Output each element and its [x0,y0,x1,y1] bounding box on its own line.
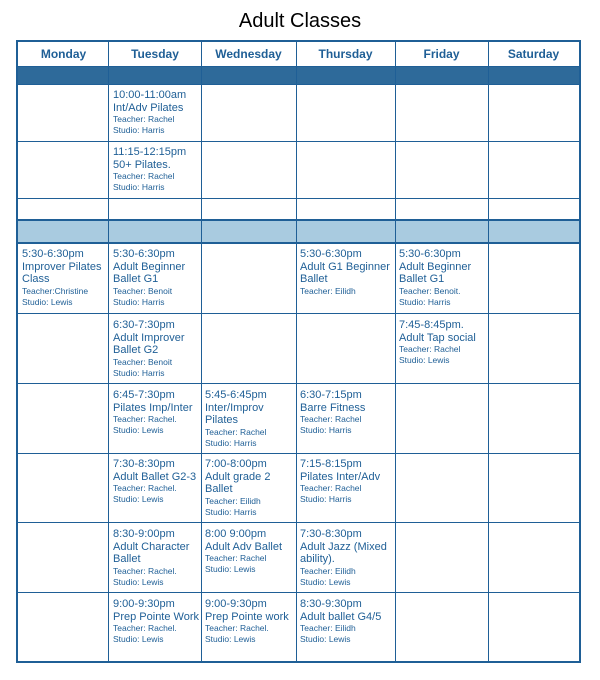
class-time: 7:30-8:30pm [300,528,362,540]
class-time: 10:00-11:00am [113,89,187,101]
class-teacher: Teacher: Rachel [300,414,362,424]
class-teacher: Teacher: Rachel. [113,483,177,493]
header-monday: Monday [40,47,87,61]
class-name: Adult ballet G4/5 [300,610,382,623]
column-divider [395,42,396,661]
section-band-evening [18,221,579,242]
class-studio: Studio: Lewis [205,634,256,644]
class-entry [113,389,199,436]
class-studio: Studio: Harris [205,437,257,448]
row-divider [18,84,579,85]
class-studio: Studio: Lewis [22,296,73,307]
class-entry [113,248,199,308]
class-studio: Studio: Harris [300,425,352,435]
class-studio: Studio: Harris [205,506,257,517]
class-entry [22,248,108,308]
class-name: Adult Adv Ballet [205,540,283,553]
header-saturday: Saturday [507,47,560,61]
header-tuesday: Tuesday [131,47,179,61]
class-time: 11:15-12:15pm [113,146,187,158]
class-entry [113,146,199,193]
class-time: 7:30-8:30pm [113,458,175,470]
class-time: 7:00-8:00pm [205,458,267,470]
class-entry [205,389,295,449]
schedule-table [16,40,581,663]
class-name: Int/Adv Pilates [113,101,184,114]
class-studio: Studio: Lewis [113,634,164,644]
class-studio: Studio: Lewis [300,576,351,587]
class-time: 5:45-6:45pm [205,389,267,401]
class-name: Inter/Improv Pilates [205,401,264,426]
class-time: 5:30-6:30pm [22,248,84,260]
class-teacher: Teacher: Rachel [205,426,267,437]
class-entry [113,458,199,505]
class-entry [399,319,487,366]
class-teacher: Teacher:Christine [22,285,89,296]
class-studio: Studio: Harris [300,494,352,504]
class-teacher: Teacher: Rachel [113,114,175,124]
class-name: Improver Pilates Class [22,260,102,285]
column-divider [296,42,297,661]
class-entry [300,598,394,645]
class-name: Adult G1 Beginner Ballet [300,260,390,285]
column-divider [488,42,489,661]
class-entry [113,528,199,588]
class-entry [300,389,394,436]
class-teacher: Teacher: Eilidh [300,623,356,633]
class-teacher: Teacher: Benoit. [399,285,461,296]
row-divider [18,522,579,523]
class-entry [205,528,295,575]
class-entry [399,248,487,308]
class-entry [205,458,295,518]
class-name: Pilates Inter/Adv [300,470,381,483]
class-name: Prep Pointe work [205,610,289,623]
section-band-morning [18,67,579,84]
class-time: 9:00-9:30pm [113,598,175,610]
class-teacher: Teacher: Eilidh [300,565,356,576]
class-time: 6:30-7:30pm [113,319,175,331]
class-name: Barre Fitness [300,401,366,414]
class-teacher: Teacher: Benoit [113,356,173,367]
row-divider [18,592,579,593]
class-name: Adult Character Ballet [113,540,190,565]
class-name: Adult Tap social [399,331,476,344]
class-entry [300,458,394,505]
row-divider [18,383,579,384]
class-time: 7:15-8:15pm [300,458,362,470]
class-entry [205,598,295,645]
class-teacher: Teacher: Rachel [205,553,267,563]
class-time: 6:45-7:30pm [113,389,175,401]
class-teacher: Teacher: Rachel. [113,565,177,576]
class-time: 8:30-9:30pm [300,598,362,610]
row-divider [18,198,579,199]
class-teacher: Teacher: Rachel. [205,623,269,633]
class-teacher: Teacher: Rachel [300,483,362,493]
class-time: 8:00 9:00pm [205,528,267,540]
class-studio: Studio: Harris [113,125,165,135]
class-studio: Studio: Lewis [113,576,164,587]
class-studio: Studio: Harris [113,296,165,307]
class-teacher: Teacher: Eilidh [300,285,356,296]
class-name: Adult grade 2 Ballet [205,470,271,495]
class-name: Pilates Imp/Inter [113,401,193,414]
class-studio: Studio: Harris [399,296,451,307]
section-divider [18,242,579,244]
row-divider [18,66,579,67]
class-teacher: Teacher: Rachel. [113,623,177,633]
class-teacher: Teacher: Eilidh [205,495,261,506]
class-time: 9:00-9:30pm [205,598,267,610]
class-time: 5:30-6:30pm [399,248,461,260]
class-studio: Studio: Harris [113,182,165,192]
class-studio: Studio: Lewis [113,425,164,435]
class-entry [113,598,199,645]
class-time: 5:30-6:30pm [300,248,362,260]
row-divider [18,453,579,454]
class-studio: Studio: Lewis [113,494,164,504]
class-teacher: Teacher: Rachel [399,344,461,354]
class-name: Adult Beginner Ballet G1 [113,260,186,285]
class-time: 6:30-7:15pm [300,389,362,401]
column-divider [108,42,109,661]
header-friday: Friday [423,47,460,61]
row-divider [18,141,579,142]
class-studio: Studio: Harris [113,367,165,378]
class-name: Adult Ballet G2-3 [113,470,197,483]
class-name: 50+ Pilates. [113,158,171,171]
class-time: 7:45-8:45pm. [399,319,464,331]
class-entry [300,528,394,588]
page-title: Adult Classes [238,10,362,32]
class-name: Adult Jazz (Mixed ability). [300,540,387,565]
class-studio: Studio: Lewis [205,564,256,574]
class-name: Adult Improver Ballet G2 [113,331,185,356]
header-thursday: Thursday [318,47,373,61]
class-teacher: Teacher: Benoit [113,285,173,296]
header-wednesday: Wednesday [215,47,282,61]
row-divider [18,313,579,314]
class-entry [113,319,199,379]
class-teacher: Teacher: Rachel. [113,414,177,424]
column-divider [201,42,202,661]
class-teacher: Teacher: Rachel [113,171,175,181]
class-studio: Studio: Lewis [300,634,351,644]
class-studio: Studio: Lewis [399,355,450,365]
class-name: Adult Beginner Ballet G1 [399,260,472,285]
class-name: Prep Pointe Work [113,610,200,623]
class-entry [300,248,394,297]
class-time: 8:30-9:00pm [113,528,175,540]
class-entry [113,89,199,136]
class-time: 5:30-6:30pm [113,248,175,260]
section-divider [18,219,579,221]
